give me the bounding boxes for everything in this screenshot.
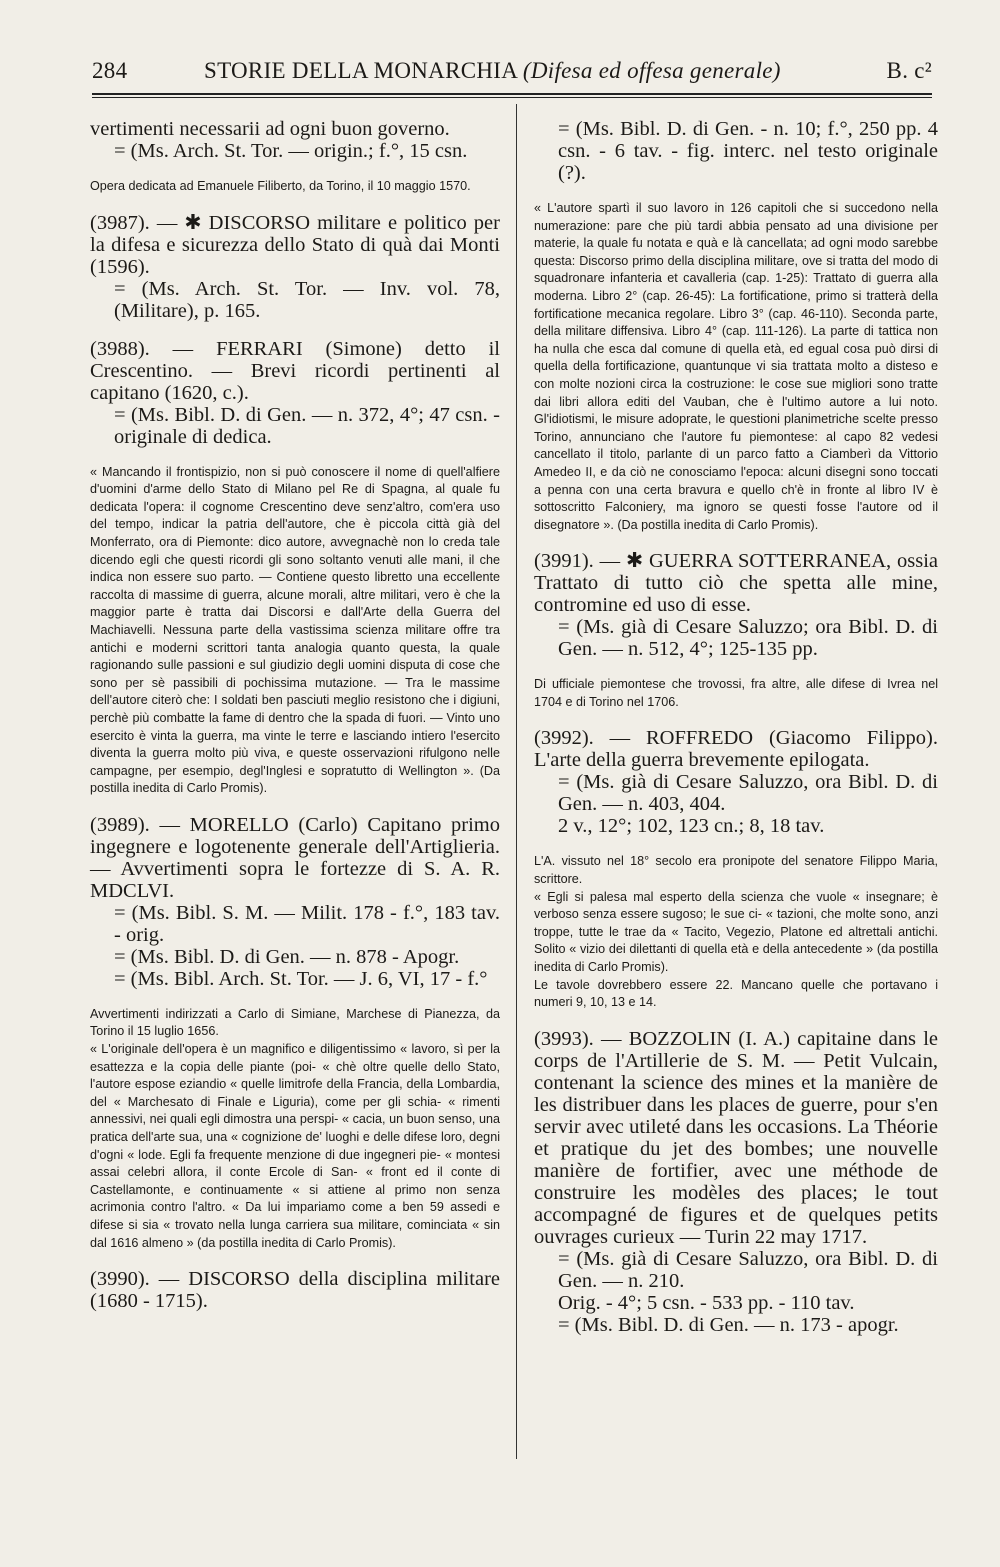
block-spacer (534, 711, 938, 727)
entry-paragraph: (3993). — BOZZOLIN (I. A.) capitaine dans le corps de l'Artillerie de S. M. — Petit Vulcain, contenant la science des mines et la manière de les distribuer dans les places de guerre, pour s'en servir avec utileté dans les occasions. La Théorie et pratique du jet des bombes; une nouvelle manière de fortifier, avec une méthode de construire les modèles des places; le tout accompagné de figures et de quelques petits ouvrages curieux — Turin 22 may 1717. (534, 1027, 938, 1248)
block-spacer (90, 448, 500, 464)
note-paragraph: Di ufficiale piemontese che trovossi, fra altre, alle difese di Ivrea nel 1704 e di Torino nel 1706. (534, 677, 938, 709)
entry-paragraph: (3990). — DISCORSO della disciplina militare (1680 - 1715). (90, 1268, 500, 1313)
block-spacer (534, 837, 938, 853)
page-number: 284 (92, 58, 128, 83)
entry-paragraph: = (Ms. Bibl. D. di Gen. - n. 10; f.°, 250 pp. 4 csn. - 6 tav. - fig. interc. nel testo originale (?). (558, 118, 938, 184)
block-spacer (534, 660, 938, 676)
block-spacer (90, 162, 500, 178)
block-spacer (90, 196, 500, 212)
entry-paragraph: Orig. - 4°; 5 csn. - 533 pp. - 110 tav. (558, 1291, 855, 1314)
entry-paragraph: (3988). — FERRARI (Simone) detto il Crescentino. — Brevi ricordi pertinenti al capitano (1620, c.). (90, 337, 500, 404)
right-column (534, 118, 938, 1336)
entry-paragraph: = (Ms. già di Cesare Saluzzo, ora Bibl. D. di Gen. — n. 210. (558, 1247, 938, 1292)
note-paragraph: « Mancando il frontispizio, non si può conoscere il nome di quell'alfiere d'uomini d'arme dello Stato di Milano pel Re di Spagna, al quale fu dedicata l'opera: il cognome Crescentino deve senz'altro, com'era uso del tempo, indicar la patria dell'autore, che è piccola città già del Monferrato, ora di Piemonte: dico autore, avvegnachè non lo creda tale dicendo egli che questi ricordi gli sono soltanto venuti alle mani, il che indica non essere suo parto. — Contiene questo libretto una eccellente raccolta di massime di guerra, alcune morali, altre militari, vero è che la maggior parte è tratta dai Discorsi e dall'Arte della Guerra del Machiavelli. Nessuna parte della vastissima scienza militare offre tra antichi e moderni scrittori tanta analogia quanto questa, la quale ragionando sulle passioni e sul giudizio degli uomini disputa di cose che sono per sè passibili di pochissima mutazione. — Tra le massime dell'autore citerò che: I soldati ben pasciuti meglio resistono che i digiuni, perchè più combatte la fame di dentro che la spada di fuori. — Vinto uno esercito è vinta la guerra, ma vinte le terre e lasciando intiero l'esercito diventa la guerra molto più viva, e queste osservazioni rifulgono nelle campagne, per esempio, degl'Inglesi e sopratutto di Wellington ». (Da postilla inedita di Carlo Promis). (90, 464, 500, 796)
entry-paragraph: (3989). — MORELLO (Carlo) Capitano primo ingegnere e logotenente generale dell'Artiglieria. — Avvertimenti sopra le fortezze di S. A. R. MDCLVI. (90, 813, 500, 902)
block-spacer (90, 322, 500, 338)
header-rule (92, 93, 932, 95)
running-title-italic: (Difesa ed offesa generale) (522, 58, 781, 83)
running-title-main: STORIE DELLA MONARCHIA (204, 58, 517, 83)
entry-paragraph: = (Ms. già di Cesare Saluzzo, ora Bibl. D. di Gen. — n. 403, 404. (558, 771, 938, 816)
entry-paragraph: = (Ms. Bibl. D. di Gen. — n. 372, 4°; 47 csn. - originale di dedica. (114, 403, 500, 448)
page-header (92, 58, 932, 92)
note-paragraph: « Egli si palesa mal esperto della scienza che vuole « insegnare; è verboso senza essere sugoso; le sue ci- « tazioni, che molte sono, anzi troppe, tutte le trae da « Tacito, Vegezio, Platone ed altrettali antichi. Solito « vizio dei dilettanti di quella età e della antecedente » (da postilla inedita di Carlo Promis). (534, 889, 938, 975)
entry-paragraph: 2 v., 12°; 102, 123 cn.; 8, 18 tav. (558, 815, 825, 838)
entry-paragraph: (3991). — ✱ GUERRA SOTTERRANEA, ossia Trattato di tutto ciò che spetta alle mine, contromine ed uso di esse. (534, 550, 938, 617)
column-divider (516, 104, 517, 1459)
block-spacer (90, 990, 500, 1006)
entry-paragraph: = (Ms. già di Cesare Saluzzo; ora Bibl. D. di Gen. — n. 512, 4°; 125-135 pp. (558, 616, 938, 661)
entry-paragraph: (3992). — ROFFREDO (Giacomo Filippo). L'arte della guerra brevemente epilogata. (534, 727, 938, 772)
running-title (204, 58, 781, 84)
note-paragraph: Le tavole dovrebbero essere 22. Mancano quelle che portavano i numeri 9, 10, 13 e 14. (534, 977, 938, 1010)
entry-paragraph: (3987). — ✱ DISCORSO militare e politico per la difesa e sicurezza dello Stato di quà dai Monti (1596). (90, 211, 500, 278)
header-rule-thin (92, 97, 932, 98)
note-paragraph: « L'originale dell'opera è un magnifico e diligentissimo « lavoro, sì per la esattezza e la copia delle piante (poi- « chè oltre quelle dello Stato, l'autore espose eziandio « quelle limitrofe della Francia, della Lombardia, del « Marchesato di Finale e Liguria), come per gli schia- « rimenti annessivi, nei quali egli dimostra una perspi- « cacia, un buon senso, una pratica dell'arte sua, una « cognizione de' luoghi e delle difese loro, degni d'ogni « lode. Egli fa frequente menzione di due ingegneri pie- « montesi assai celebri allora, il conte Ercole di San- « front ed il conte di Castellamonte, e continuamente « si attiene al primo non senza acrimonia contro l'altro. « Da lui impariamo come a ben 59 assedi e difese si sia « trovato nella lunga carriera sua militare, cominciata « sin dal 1616 almeno » (da postilla inedita di Carlo Promis). (90, 1042, 500, 1250)
block-spacer (90, 1252, 500, 1268)
entry-paragraph: = (Ms. Bibl. Arch. St. Tor. — J. 6, VI, 17 - f.° (114, 967, 488, 990)
signature-mark: B. c² (886, 58, 932, 83)
note-paragraph: L'A. vissuto nel 18° secolo era pronipote del senatore Filippo Maria, scrittore. (534, 854, 938, 887)
entry-paragraph: = (Ms. Bibl. S. M. — Milit. 178 - f.°, 183 tav. - orig. (114, 901, 500, 946)
left-column (90, 118, 500, 1312)
entry-paragraph: vertimenti necessarii ad ogni buon governo. (90, 118, 450, 140)
note-paragraph: « L'autore spartì il suo lavoro in 126 capitoli che si succedono nella numerazione: pare che più tardi abbia pensato ad una divisione per materie, la quale fu notata e quà e là cancellata; ad ogni modo sarebbe questa: Discorso primo della disciplina militare, ove si tratta del modo di squadronare infanteria et cavalleria (cap. 1-25): Trattato di guerra alla moderna. Libro 2° (cap. 26-45): La fortificatione, primo si tratterà della fortificatione mecanica regolare. Libro 3° (cap. 46-110). Seconda parte, della militare diffensiva. Libro 4° (cap. 111-126). La parte di tattica non ha nulla che esca dal comune di quella età, ed egual cosa può dirsi di quella della fortificazione, quantunque vi sia trattata molto a disteso e con molte nozioni circa la costruzione: le cose sue migliori sono tratte dai libri allora editi del Vauban, che è l'ultimo autore a lui noto. Gl'idiotismi, le misure adoprate, le questioni planimetriche scelte presso Torino, annunciano che l'autore fu piemontese: al capo 82 vedesi cancellato il titolo, parlante di un parco fatto a Ciamberì da Vittorio Amedeo II, e da ciò ne conosciamo l'epoca: alcuni disegni sono toccati a penna con una certa bravura e quello ch'è in fronte al libro IV è sottoscritto Falconiery, ma ignoro se questi fosse l'autore od il disegnatore ». (Da postilla inedita di Carlo Promis). (534, 201, 938, 532)
entry-paragraph: = (Ms. Arch. St. Tor. — Inv. vol. 78, (Militare), p. 165. (114, 277, 500, 322)
entry-paragraph: = (Ms. Bibl. D. di Gen. — n. 173 - apogr. (558, 1313, 899, 1336)
entry-paragraph: = (Ms. Bibl. D. di Gen. — n. 878 - Apogr. (114, 945, 460, 968)
block-spacer (534, 534, 938, 550)
note-paragraph: Avvertimenti indirizzati a Carlo di Simiane, Marchese di Pianezza, da Torino il 15 luglio 1656. (90, 1006, 500, 1039)
entry-paragraph: = (Ms. Arch. St. Tor. — origin.; f.°, 15 csn. (114, 140, 468, 162)
note-paragraph: Opera dedicata ad Emanuele Filiberto, da Torino, il 10 maggio 1570. (90, 179, 471, 193)
block-spacer (534, 1012, 938, 1028)
block-spacer (90, 798, 500, 814)
block-spacer (534, 184, 938, 200)
